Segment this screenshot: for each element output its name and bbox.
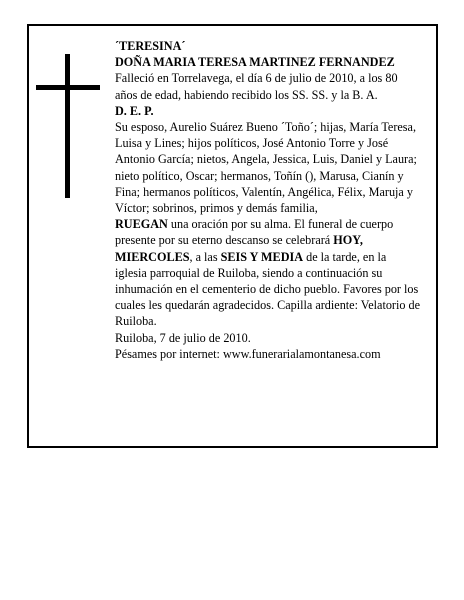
deceased-name: DOÑA MARIA TERESA MARTINEZ FERNANDEZ [115,55,395,70]
nickname: ´TERESINA´ [115,39,186,53]
dep-line: D. E. P. [115,103,154,118]
condolences-line: Pésames por internet: www.funerarialamontanesa.com [115,346,381,361]
funeral-text-3: de la tarde, en la iglesia parroquial de Ruiloba, siendo a continuación su inhumación en el cementerio de dicho pueblo. Favores por los cuales les quedarán agradecidos. Capilla ardiente: Velatorio de Ruiloba. [115,249,421,329]
funeral-text-1: una oración por su alma. El funeral de cuerpo presente por su eterno descanso se celebrará [115,217,394,248]
funeral-time: SEIS Y MEDIA [220,249,304,264]
cross-icon [36,54,100,198]
funeral-day: HOY, MIERCOLES [115,233,363,264]
funeral-text-2: , a las [189,249,221,264]
obituary-text [115,38,420,362]
cross-vertical-bar [65,54,70,198]
cross-horizontal-bar [36,85,100,90]
death-notice: Falleció en Torrelavega, el día 6 de julio de 2010, a los 80 años de edad, habiendo recibido los SS. SS. y la B. A. [115,71,398,102]
funeral-details [115,216,420,329]
date-line: Ruiloba, 7 de julio de 2010. [115,330,251,345]
ruegan-label: RUEGAN [115,217,168,232]
family-list: Su esposo, Aurelio Suárez Bueno ´Toño´; hijas, María Teresa, Luisa y Lines; hijos políticos, José Antonio Torre y José Antonio García; nietos, Angela, Jessica, Luis, Daniel y Laura; nieto político, Oscar; hermanos, Toñín (), Marusa, Cianín y Fina; hermanos políticos, Valentín, Angélica, Félix, Maruja y Víctor; sobrinos, primos y demás familia, [115,120,417,216]
